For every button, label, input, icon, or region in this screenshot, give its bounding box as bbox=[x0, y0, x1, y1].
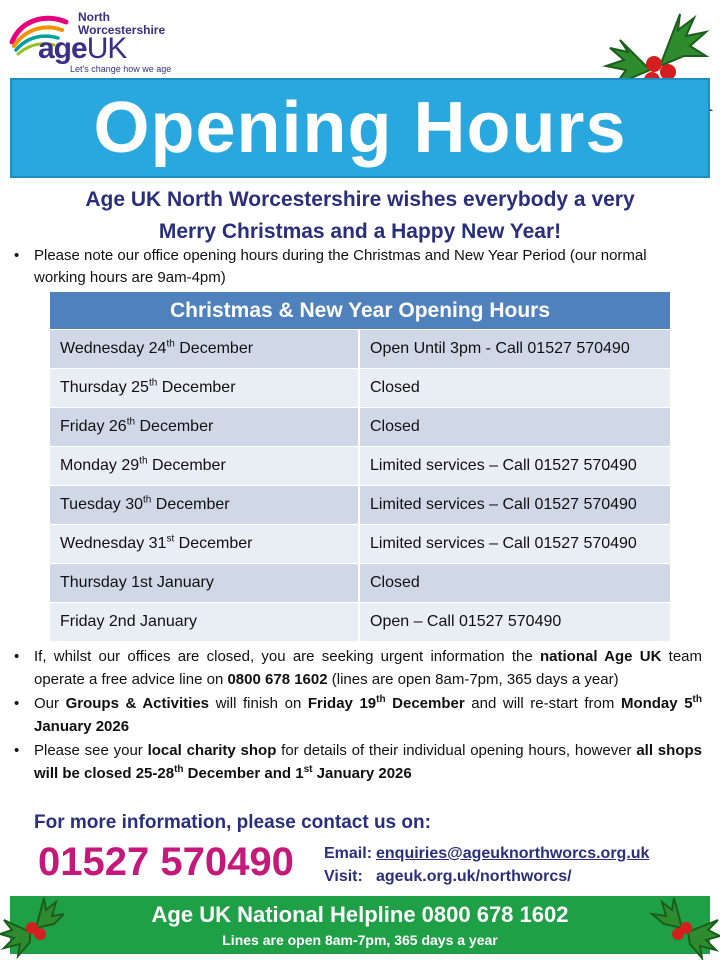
row-date bbox=[50, 408, 360, 446]
table-row bbox=[50, 446, 670, 485]
bullet-bold-text: December bbox=[385, 695, 465, 712]
bullet-bold-text: all shops will be closed 25-28 bbox=[34, 742, 702, 782]
month-text: December bbox=[151, 496, 230, 513]
bullet-text: and will re-start from bbox=[464, 695, 621, 712]
visit-label: Visit: bbox=[324, 868, 363, 885]
bullet-text: will finish on bbox=[209, 695, 308, 712]
greeting-line1: Age UK North Worcestershire wishes everybody a very bbox=[85, 188, 635, 211]
ordinal-suffix: th bbox=[376, 694, 386, 705]
ordinal-suffix: th bbox=[692, 694, 702, 705]
row-hours: Closed bbox=[370, 574, 420, 591]
christmas-greeting bbox=[0, 184, 720, 248]
table-rows bbox=[50, 329, 670, 641]
bullet-text: If, whilst our offices are closed, you are seeking urgent information the bbox=[34, 648, 540, 665]
table-row bbox=[50, 602, 670, 641]
date-text: Wednesday 24 bbox=[60, 340, 167, 357]
date-text: Wednesday 31 bbox=[60, 535, 167, 552]
greeting-line2: Merry Christmas and a Happy New Year! bbox=[158, 220, 562, 243]
holly-icon bbox=[0, 892, 64, 960]
month-text: December bbox=[174, 340, 254, 357]
title-banner bbox=[10, 78, 710, 178]
ordinal-suffix: st bbox=[166, 533, 175, 545]
row-date bbox=[50, 369, 360, 407]
email-label: Email: bbox=[324, 845, 373, 862]
row-hours: Open – Call 01527 570490 bbox=[370, 613, 562, 630]
logo-brand bbox=[38, 32, 126, 66]
helpline-number: 0800 678 1602 bbox=[227, 670, 328, 688]
row-hours: Closed bbox=[370, 418, 420, 435]
ordinal-suffix: th bbox=[143, 494, 152, 506]
table-row bbox=[50, 524, 670, 563]
month-text: December bbox=[135, 418, 214, 435]
month-text: December bbox=[157, 379, 236, 396]
ordinal-suffix: th bbox=[174, 763, 184, 775]
row-hours: Closed bbox=[370, 379, 420, 396]
date-text: Monday 29 bbox=[60, 457, 140, 474]
contact-details bbox=[324, 842, 649, 888]
date-text: Friday 2nd January bbox=[60, 613, 197, 630]
bullet-bold-text: Groups & Activities bbox=[65, 695, 210, 712]
table-row bbox=[50, 485, 670, 524]
bullet-bold-text: national Age UK bbox=[539, 648, 662, 665]
bullet-text: Please see your bbox=[34, 742, 148, 759]
row-hours: Limited services – Call 01527 570490 bbox=[370, 535, 637, 552]
contact-heading: For more information, please contact us on: bbox=[34, 812, 431, 833]
table-heading: Christmas & New Year Opening Hours bbox=[50, 292, 670, 329]
helpline-footer bbox=[10, 896, 710, 954]
info-bullets bbox=[12, 646, 702, 787]
logo-org-line2: Worcestershire bbox=[78, 23, 166, 37]
logo-brand-uk: UK bbox=[86, 32, 127, 65]
bullet-bold-text: Friday 19 bbox=[307, 695, 377, 712]
table-row bbox=[50, 407, 670, 446]
footer-subtitle: Lines are open 8am-7pm, 365 days a year bbox=[222, 932, 498, 948]
logo-tagline: Let's change how we age bbox=[70, 64, 172, 74]
helpline-bullet bbox=[12, 646, 702, 691]
row-date bbox=[50, 525, 360, 563]
date-text: Tuesday 30 bbox=[60, 496, 144, 513]
row-hours: Limited services – Call 01527 570490 bbox=[370, 496, 637, 513]
opening-hours-table bbox=[50, 292, 670, 641]
row-date bbox=[50, 564, 360, 602]
ordinal-suffix: th bbox=[166, 338, 175, 350]
holly-icon bbox=[648, 892, 720, 960]
table-row bbox=[50, 368, 670, 407]
bullet-bold-text: Monday 5 bbox=[620, 695, 693, 712]
footer-title: Age UK National Helpline 0800 678 1602 bbox=[151, 902, 569, 927]
date-text: Thursday 25 bbox=[60, 379, 149, 396]
bullet-text: (lines are open 8am-7pm, 365 days a year) bbox=[327, 670, 619, 688]
charity-shop-bullet bbox=[12, 740, 702, 785]
row-date bbox=[50, 330, 360, 368]
bullet-bold-text: local charity shop bbox=[147, 742, 277, 759]
bullet-bold-text: January 2026 bbox=[312, 764, 412, 782]
bullet-bold-text: December and 1 bbox=[183, 764, 304, 782]
ordinal-suffix: th bbox=[126, 416, 136, 428]
date-text: Friday 26 bbox=[60, 418, 127, 435]
ordinal-suffix: th bbox=[148, 377, 158, 389]
month-text: December bbox=[174, 535, 253, 552]
table-row bbox=[50, 329, 670, 368]
opening-hours-note: • Please note our office opening hours during the Christmas and New Year Period (our normal working hours are 9am-4pm) bbox=[12, 245, 702, 289]
bullet-bold-text: January 2026 bbox=[34, 717, 130, 735]
row-hours: Open Until 3pm - Call 01527 570490 bbox=[370, 340, 630, 357]
date-text: Thursday 1st January bbox=[60, 574, 214, 591]
groups-bullet bbox=[12, 693, 702, 738]
website-link[interactable]: ageuk.org.uk/northworcs/ bbox=[376, 868, 572, 885]
page-title: Opening Hours bbox=[93, 88, 627, 168]
month-text: December bbox=[147, 457, 226, 474]
row-hours: Limited services – Call 01527 570490 bbox=[370, 457, 637, 474]
logo-org-line1: North bbox=[78, 10, 110, 24]
row-date bbox=[50, 447, 360, 485]
contact-phone-number[interactable]: 01527 570490 bbox=[38, 840, 294, 884]
row-date bbox=[50, 486, 360, 524]
ordinal-suffix: st bbox=[303, 763, 313, 775]
bullet-text: for details of their individual opening hours, however bbox=[276, 742, 637, 759]
row-date bbox=[50, 603, 360, 641]
age-uk-logo bbox=[8, 8, 188, 72]
bullet-text: team operate a free advice line on bbox=[34, 648, 703, 688]
table-row bbox=[50, 563, 670, 602]
bullet-text: Our bbox=[34, 695, 66, 712]
ordinal-suffix: th bbox=[139, 455, 148, 467]
email-link[interactable]: enquiries@ageuknorthworcs.org.uk bbox=[376, 845, 650, 862]
logo-brand-age: age bbox=[38, 32, 87, 65]
